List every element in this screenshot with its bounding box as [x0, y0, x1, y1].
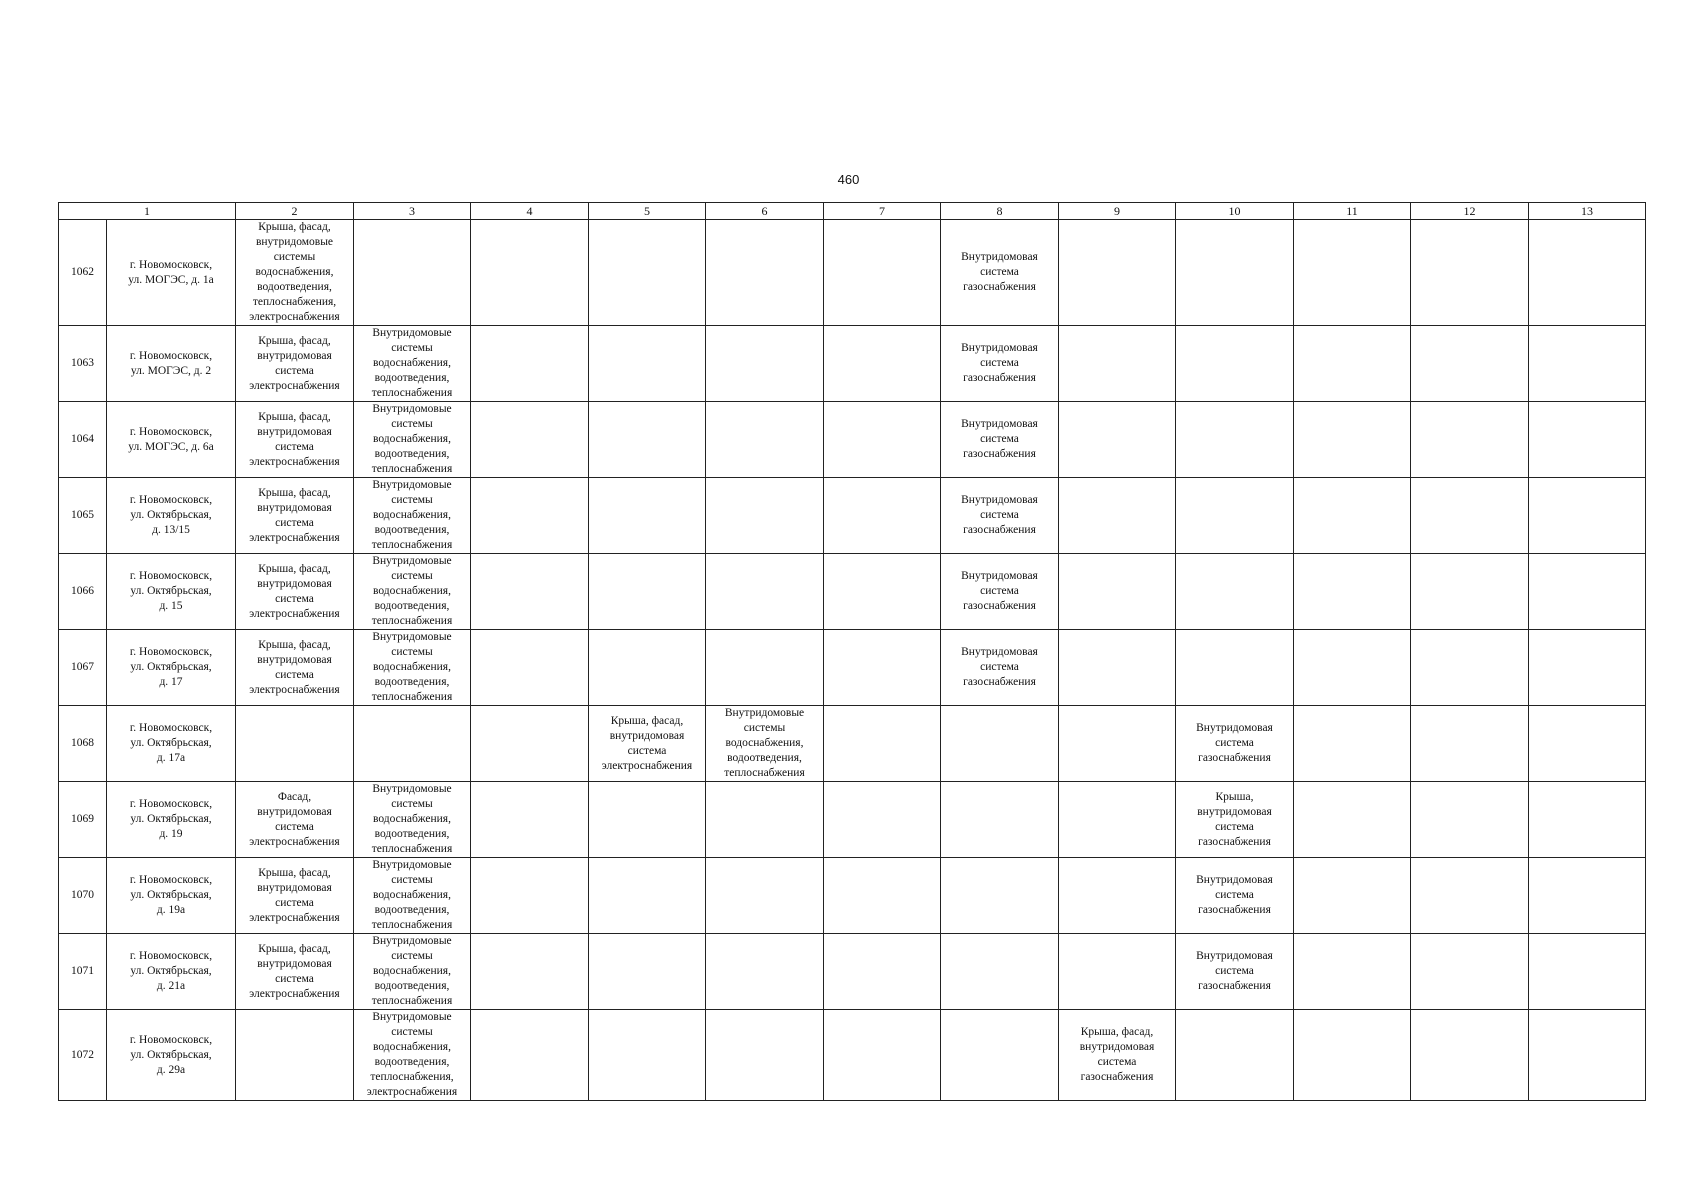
work-cell-11	[1294, 630, 1411, 706]
table-row	[59, 934, 1646, 1010]
work-cell-9	[1059, 706, 1176, 782]
work-cell-10	[1176, 630, 1294, 706]
work-cell-4	[471, 782, 589, 858]
work-cell-5	[589, 554, 706, 630]
header-cell: 4	[471, 203, 589, 220]
work-cell-2: Крыша, фасад, внутридомовая система электроснабжения	[236, 554, 354, 630]
work-cell-6: Внутридомовые системы водоснабжения, водоотведения, теплоснабжения	[706, 706, 824, 782]
work-cell-13	[1529, 858, 1646, 934]
work-cell-8: Внутридомовая система газоснабжения	[941, 402, 1059, 478]
work-cell-2	[236, 1010, 354, 1101]
work-cell-8: Внутридомовая система газоснабжения	[941, 554, 1059, 630]
table-body	[59, 220, 1646, 1101]
work-cell-12	[1411, 1010, 1529, 1101]
address-cell: г. Новомосковск, ул. Октябрьская, д. 17а	[107, 706, 236, 782]
work-cell-2: Крыша, фасад, внутридомовая система электроснабжения	[236, 934, 354, 1010]
work-cell-11	[1294, 220, 1411, 326]
work-cell-6	[706, 630, 824, 706]
work-cell-3: Внутридомовые системы водоснабжения, водоотведения, теплоснабжения	[354, 630, 471, 706]
work-cell-8: Внутридомовая система газоснабжения	[941, 326, 1059, 402]
table-row	[59, 554, 1646, 630]
work-cell-3: Внутридомовые системы водоснабжения, водоотведения, теплоснабжения	[354, 478, 471, 554]
work-cell-10	[1176, 220, 1294, 326]
work-cell-3: Внутридомовые системы водоснабжения, водоотведения, теплоснабжения	[354, 934, 471, 1010]
work-cell-10	[1176, 1010, 1294, 1101]
row-number-cell: 1067	[59, 630, 107, 706]
address-cell: г. Новомосковск, ул. Октябрьская, д. 17	[107, 630, 236, 706]
row-number-cell: 1062	[59, 220, 107, 326]
work-cell-7	[824, 554, 941, 630]
work-cell-5	[589, 630, 706, 706]
work-cell-5	[589, 782, 706, 858]
work-cell-11	[1294, 478, 1411, 554]
work-cell-11	[1294, 554, 1411, 630]
header-cell: 2	[236, 203, 354, 220]
work-cell-9	[1059, 630, 1176, 706]
work-cell-10	[1176, 478, 1294, 554]
work-cell-11	[1294, 1010, 1411, 1101]
work-cell-11	[1294, 326, 1411, 402]
address-cell: г. Новомосковск, ул. Октябрьская, д. 19а	[107, 858, 236, 934]
table-row	[59, 220, 1646, 326]
header-cell: 13	[1529, 203, 1646, 220]
row-number-cell: 1065	[59, 478, 107, 554]
work-cell-6	[706, 1010, 824, 1101]
work-cell-3: Внутридомовые системы водоснабжения, водоотведения, теплоснабжения	[354, 326, 471, 402]
work-cell-9	[1059, 326, 1176, 402]
table-row	[59, 326, 1646, 402]
work-cell-2: Фасад, внутридомовая система электроснабжения	[236, 782, 354, 858]
repair-schedule-table	[58, 202, 1646, 1101]
table-row	[59, 858, 1646, 934]
work-cell-10: Внутридомовая система газоснабжения	[1176, 706, 1294, 782]
work-cell-8: Внутридомовая система газоснабжения	[941, 220, 1059, 326]
work-cell-8	[941, 1010, 1059, 1101]
work-cell-10	[1176, 326, 1294, 402]
work-cell-7	[824, 934, 941, 1010]
work-cell-12	[1411, 706, 1529, 782]
table-row	[59, 478, 1646, 554]
work-cell-4	[471, 630, 589, 706]
table-row	[59, 706, 1646, 782]
work-cell-7	[824, 478, 941, 554]
work-cell-9	[1059, 934, 1176, 1010]
table-row	[59, 402, 1646, 478]
page-number: 460	[837, 172, 860, 187]
work-cell-5	[589, 858, 706, 934]
work-cell-4	[471, 402, 589, 478]
work-cell-3: Внутридомовые системы водоснабжения, водоотведения, теплоснабжения	[354, 858, 471, 934]
work-cell-4	[471, 1010, 589, 1101]
work-cell-3: Внутридомовые системы водоснабжения, водоотведения, теплоснабжения	[354, 782, 471, 858]
work-cell-13	[1529, 326, 1646, 402]
header-cell: 5	[589, 203, 706, 220]
work-cell-6	[706, 782, 824, 858]
address-cell: г. Новомосковск, ул. МОГЭС, д. 1а	[107, 220, 236, 326]
header-cell: 11	[1294, 203, 1411, 220]
work-cell-8	[941, 858, 1059, 934]
address-cell: г. Новомосковск, ул. Октябрьская, д. 19	[107, 782, 236, 858]
work-cell-10: Внутридомовая система газоснабжения	[1176, 858, 1294, 934]
work-cell-3	[354, 220, 471, 326]
address-cell: г. Новомосковск, ул. Октябрьская, д. 21а	[107, 934, 236, 1010]
work-cell-13	[1529, 478, 1646, 554]
work-cell-2: Крыша, фасад, внутридомовая система электроснабжения	[236, 630, 354, 706]
header-cell: 8	[941, 203, 1059, 220]
header-cell: 7	[824, 203, 941, 220]
work-cell-6	[706, 478, 824, 554]
work-cell-10: Крыша, внутридомовая система газоснабжения	[1176, 782, 1294, 858]
work-cell-9	[1059, 478, 1176, 554]
header-cell: 12	[1411, 203, 1529, 220]
work-cell-8	[941, 934, 1059, 1010]
row-number-cell: 1064	[59, 402, 107, 478]
work-cell-9	[1059, 554, 1176, 630]
work-cell-4	[471, 706, 589, 782]
work-cell-4	[471, 326, 589, 402]
work-cell-9	[1059, 402, 1176, 478]
work-cell-6	[706, 220, 824, 326]
work-cell-4	[471, 858, 589, 934]
work-cell-12	[1411, 402, 1529, 478]
header-cell: 6	[706, 203, 824, 220]
work-cell-11	[1294, 402, 1411, 478]
work-cell-9: Крыша, фасад, внутридомовая система газоснабжения	[1059, 1010, 1176, 1101]
work-cell-6	[706, 326, 824, 402]
work-cell-13	[1529, 554, 1646, 630]
work-cell-4	[471, 554, 589, 630]
table-row	[59, 630, 1646, 706]
work-cell-4	[471, 478, 589, 554]
work-cell-10: Внутридомовая система газоснабжения	[1176, 934, 1294, 1010]
work-cell-3: Внутридомовые системы водоснабжения, водоотведения, теплоснабжения	[354, 402, 471, 478]
work-cell-7	[824, 402, 941, 478]
work-cell-3: Внутридомовые системы водоснабжения, водоотведения, теплоснабжения, электроснабжения	[354, 1010, 471, 1101]
work-cell-2: Крыша, фасад, внутридомовая система электроснабжения	[236, 402, 354, 478]
header-row	[59, 203, 1646, 220]
work-cell-2: Крыша, фасад, внутридомовая система электроснабжения	[236, 326, 354, 402]
row-number-cell: 1071	[59, 934, 107, 1010]
header-cell: 10	[1176, 203, 1294, 220]
work-cell-5	[589, 478, 706, 554]
address-cell: г. Новомосковск, ул. МОГЭС, д. 2	[107, 326, 236, 402]
work-cell-5	[589, 934, 706, 1010]
work-cell-2	[236, 706, 354, 782]
work-cell-13	[1529, 402, 1646, 478]
work-cell-12	[1411, 220, 1529, 326]
work-cell-6	[706, 858, 824, 934]
work-cell-13	[1529, 1010, 1646, 1101]
work-cell-13	[1529, 220, 1646, 326]
row-number-cell: 1068	[59, 706, 107, 782]
row-number-cell: 1069	[59, 782, 107, 858]
work-cell-5	[589, 220, 706, 326]
address-cell: г. Новомосковск, ул. Октябрьская, д. 29а	[107, 1010, 236, 1101]
table-row	[59, 1010, 1646, 1101]
work-cell-3: Внутридомовые системы водоснабжения, водоотведения, теплоснабжения	[354, 554, 471, 630]
work-cell-7	[824, 858, 941, 934]
work-cell-7	[824, 782, 941, 858]
work-cell-5: Крыша, фасад, внутридомовая система электроснабжения	[589, 706, 706, 782]
row-number-cell: 1070	[59, 858, 107, 934]
work-cell-8: Внутридомовая система газоснабжения	[941, 478, 1059, 554]
work-cell-9	[1059, 858, 1176, 934]
work-cell-10	[1176, 402, 1294, 478]
address-cell: г. Новомосковск, ул. Октябрьская, д. 15	[107, 554, 236, 630]
work-cell-13	[1529, 782, 1646, 858]
work-cell-8	[941, 782, 1059, 858]
work-cell-5	[589, 326, 706, 402]
row-number-cell: 1072	[59, 1010, 107, 1101]
work-cell-2: Крыша, фасад, внутридомовые системы водоснабжения, водоотведения, теплоснабжения, электроснабжения	[236, 220, 354, 326]
work-cell-6	[706, 402, 824, 478]
work-cell-10	[1176, 554, 1294, 630]
row-number-cell: 1063	[59, 326, 107, 402]
work-cell-4	[471, 934, 589, 1010]
work-cell-12	[1411, 554, 1529, 630]
work-cell-4	[471, 220, 589, 326]
work-cell-12	[1411, 858, 1529, 934]
table-row	[59, 782, 1646, 858]
work-cell-5	[589, 1010, 706, 1101]
work-cell-2: Крыша, фасад, внутридомовая система электроснабжения	[236, 478, 354, 554]
work-cell-8: Внутридомовая система газоснабжения	[941, 630, 1059, 706]
work-cell-12	[1411, 782, 1529, 858]
work-cell-7	[824, 326, 941, 402]
work-cell-13	[1529, 934, 1646, 1010]
work-cell-11	[1294, 934, 1411, 1010]
work-cell-6	[706, 554, 824, 630]
work-cell-3	[354, 706, 471, 782]
work-cell-8	[941, 706, 1059, 782]
work-cell-7	[824, 220, 941, 326]
work-cell-7	[824, 706, 941, 782]
address-cell: г. Новомосковск, ул. МОГЭС, д. 6а	[107, 402, 236, 478]
header-cell: 1	[59, 203, 236, 220]
work-cell-13	[1529, 706, 1646, 782]
work-cell-12	[1411, 326, 1529, 402]
work-cell-2: Крыша, фасад, внутридомовая система электроснабжения	[236, 858, 354, 934]
address-cell: г. Новомосковск, ул. Октябрьская, д. 13/15	[107, 478, 236, 554]
work-cell-11	[1294, 858, 1411, 934]
work-cell-12	[1411, 934, 1529, 1010]
work-cell-7	[824, 630, 941, 706]
work-cell-7	[824, 1010, 941, 1101]
work-cell-11	[1294, 782, 1411, 858]
work-cell-6	[706, 934, 824, 1010]
work-cell-12	[1411, 478, 1529, 554]
work-cell-12	[1411, 630, 1529, 706]
work-cell-5	[589, 402, 706, 478]
work-cell-9	[1059, 220, 1176, 326]
work-cell-11	[1294, 706, 1411, 782]
work-cell-13	[1529, 630, 1646, 706]
work-cell-9	[1059, 782, 1176, 858]
row-number-cell: 1066	[59, 554, 107, 630]
header-cell: 9	[1059, 203, 1176, 220]
header-cell: 3	[354, 203, 471, 220]
